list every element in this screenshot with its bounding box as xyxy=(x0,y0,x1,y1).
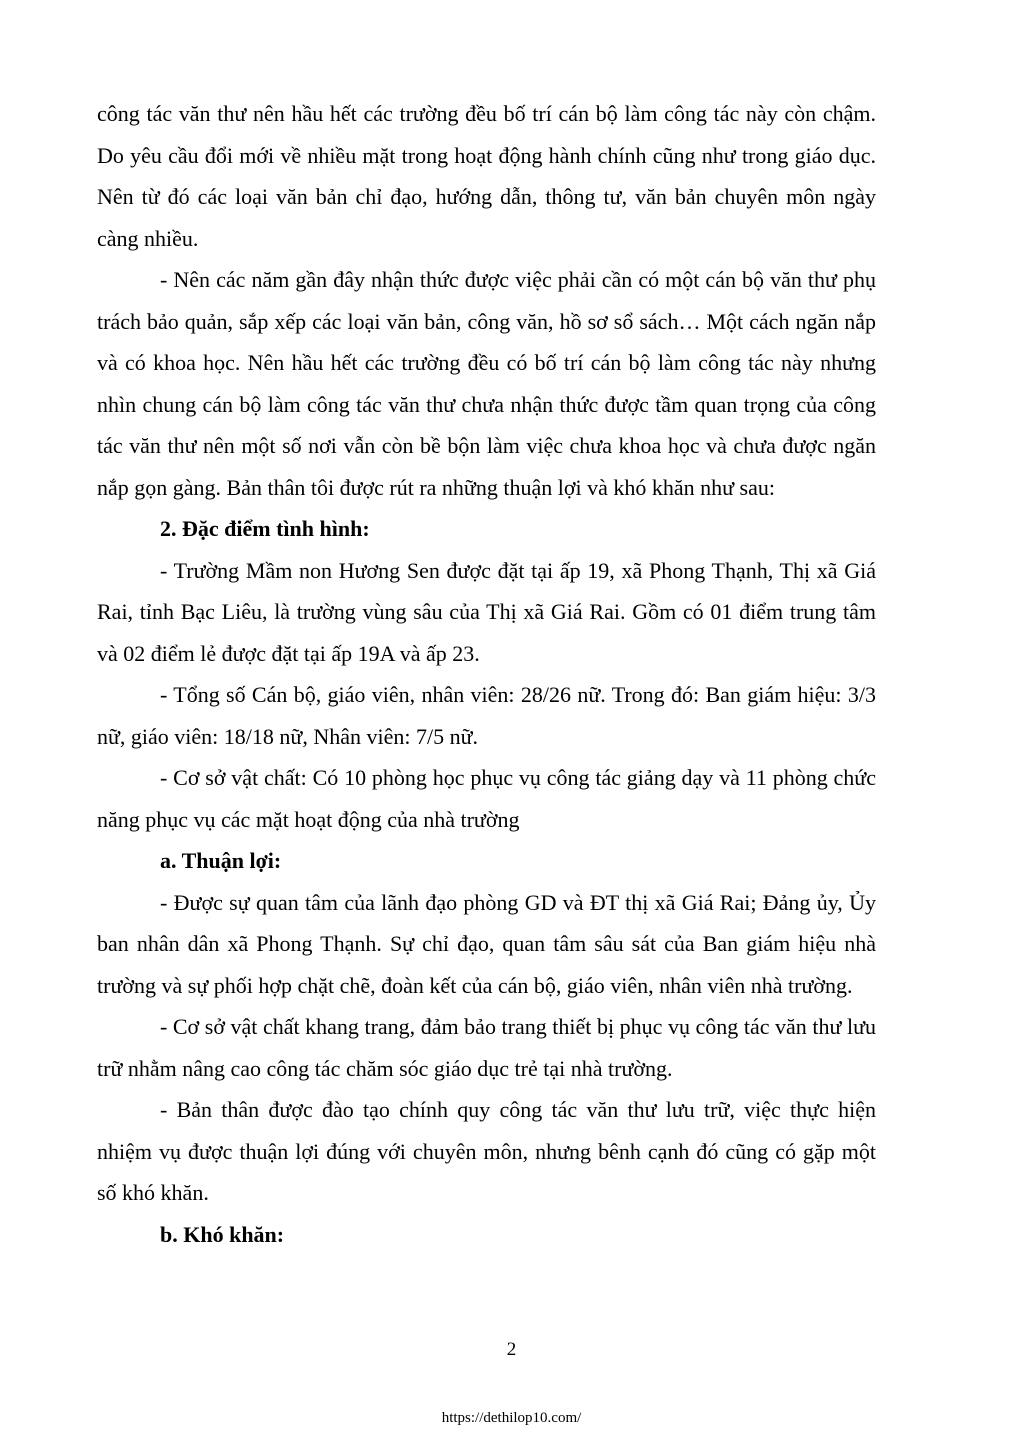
page-number: 2 xyxy=(506,1339,517,1360)
section-heading-situation: 2. Đặc điểm tình hình: xyxy=(160,516,370,541)
paragraph-awareness: - Nên các năm gần đây nhận thức được việc phải cần có một cán bộ văn thư phụ trách bảo quản, sắp xếp các loại văn bản, công văn, hồ sơ sổ sách… Một cách ngăn nắp và có khoa học. Nên hầu hết các trường đều có bố trí cán bộ làm công tác này nhưng nhìn chung cán bộ làm công tác văn thư chưa nhận thức được tầm quan trọng của công tác văn thư nên một số nơi vẫn còn bề bộn làm việc chưa khoa học và chưa được ngăn nắp gọn gàng. Bản thân tôi được rút ra những thuận lợi và khó khăn như sau: xyxy=(97,267,876,500)
paragraph-advantage-equipment: - Cơ sở vật chất khang trang, đảm bảo trang thiết bị phục vụ công tác văn thư lưu trữ nhằm nâng cao công tác chăm sóc giáo dục trẻ tại nhà trường. xyxy=(97,1014,876,1081)
paragraph-advantage-support: - Được sự quan tâm của lãnh đạo phòng GD và ĐT thị xã Giá Rai; Đảng ủy, Ủy ban nhân dân xã Phong Thạnh. Sự chỉ đạo, quan tâm sâu sát của Ban giám hiệu nhà trường và sự phối hợp chặt chẽ, đoàn kết của cán bộ, giáo viên, nhân viên nhà trường. xyxy=(97,889,876,998)
paragraph-advantage-training: - Bản thân được đào tạo chính quy công tác văn thư lưu trữ, việc thực hiện nhiệm vụ được thuận lợi đúng với chuyên môn, nhưng bênh cạnh đó cũng có gặp một số khó khăn. xyxy=(97,1097,876,1205)
paragraph-school-location: - Trường Mầm non Hương Sen được đặt tại ấp 19, xã Phong Thạnh, Thị xã Giá Rai, tỉnh Bạc Liêu, là trường vùng sâu của Thị xã Giá Rai. Gồm có 01 điểm trung tâm và 02 điểm lẻ được đặt tại ấp 19A và ấp 23. xyxy=(97,557,876,666)
paragraph-facilities: - Cơ sở vật chất: Có 10 phòng học phục vụ công tác giảng dạy và 11 phòng chức năng phục vụ các mặt hoạt động của nhà trường xyxy=(97,765,876,832)
section-heading-advantages: a. Thuận lợi: xyxy=(160,848,282,873)
paragraph-staff-count: - Tổng số Cán bộ, giáo viên, nhân viên: 28/26 nữ. Trong đó: Ban giám hiệu: 3/3 nữ, giáo viên: 18/18 nữ, Nhân viên: 7/5 nữ. xyxy=(97,682,876,749)
footer-url-link[interactable]: https://dethilop10.com/ xyxy=(441,1410,582,1426)
document-body xyxy=(97,93,876,1255)
paragraph-continued: công tác văn thư nên hầu hết các trường đều bố trí cán bộ làm công tác này còn chậm. Do yêu cầu đổi mới về nhiều mặt trong hoạt động hành chính cũng như trong giáo dục. Nên từ đó các loại văn bản chỉ đạo, hướng dẫn, thông tư, văn bản chuyên môn ngày càng nhiều. xyxy=(97,101,876,251)
section-heading-difficulties: b. Khó khăn: xyxy=(160,1221,285,1247)
